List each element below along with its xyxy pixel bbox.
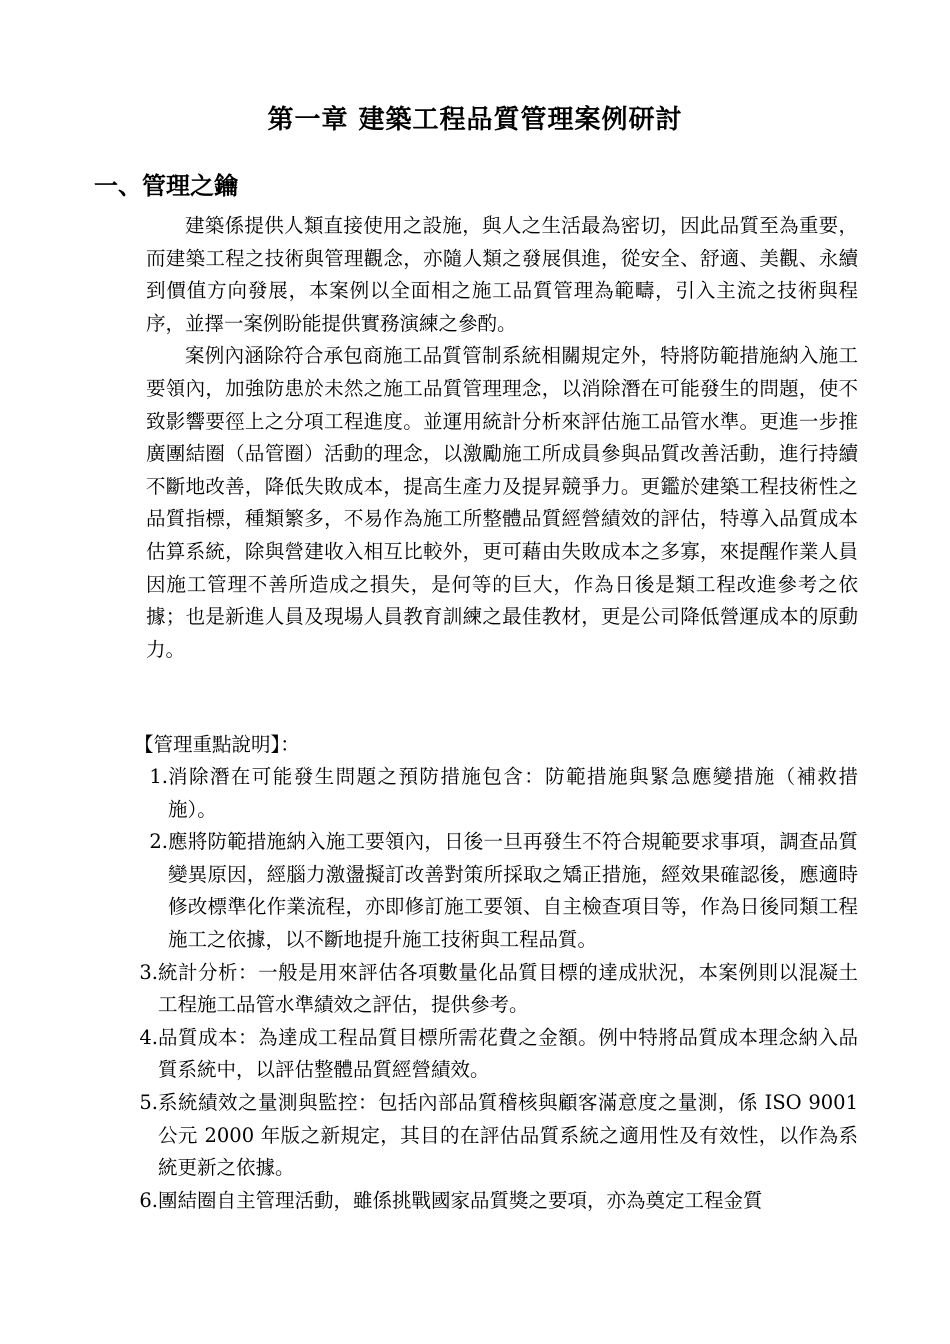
list-item — [130, 826, 862, 956]
body-text — [146, 210, 858, 666]
list-item-text: 消除潛在可能發生問題之預防措施包含：防範措施與緊急應變措施（補救措施）。 — [168, 765, 858, 821]
list-item-text: 系統績效之量測與監控：包括內部品質稽核與顧客滿意度之量測，係 ISO 9001 公元 2000 年版之新規定，其目的在評估品質系統之適用性及有效性，以作為系統更新之依據。 — [158, 1090, 858, 1180]
notes-label: 【管理重點說明】： — [134, 733, 300, 756]
section-heading: 一、管理之鑰 — [94, 171, 238, 200]
list-item — [130, 957, 862, 1022]
paragraph-1: 建築係提供人類直接使用之設施，與人之生活最為密切，因此品質至為重要，而建築工程之技術與管理觀念，亦隨人類之發展俱進，從安全、舒適、美觀、永續到價值方向發展，本案例以全面相之施工品質管理為範疇，引入主流之技術與程序，並擇一案例盼能提供實務演練之參酌。 — [146, 214, 858, 335]
list-item-text: 品質成本：為達成工程品質目標所需花費之金額。例中特將品質成本理念納入品質系統中，以評估整體品質經營績效。 — [158, 1025, 858, 1082]
chapter-title: 第一章 建築工程品質管理案例研討 — [267, 105, 683, 135]
list-item-number: 6. — [139, 1188, 158, 1212]
list-item — [130, 1185, 862, 1218]
list-item — [130, 1022, 862, 1087]
list-item — [130, 761, 862, 826]
notes-list — [130, 761, 862, 1217]
list-item-number: 5. — [139, 1090, 158, 1114]
list-item — [130, 1087, 862, 1185]
list-item-text: 應將防範措施納入施工要領內，日後一旦再發生不符合規範要求事項，調查品質變異原因，經腦力激盪擬訂改善對策所採取之矯正措施，經效果確認後，應適時修改標準化作業流程，亦即修訂施工要領、自主檢查項目等，作為日後同類工程施工之依據，以不斷地提升施工技術與工程品質。 — [168, 830, 858, 951]
paragraph-2: 案例內涵除符合承包商施工品質管制系統相關規定外，特將防範措施納入施工要領內，加強防患於未然之施工品質管理理念，以消除潛在可能發生的問題，使不致影響要徑上之分項工程進度。並運用統計分析來評估施工品管水準。更進一步推廣團結圈（品管圈）活動的理念，以激勵施工所成員參與品質改善活動，進行持續不斷地改善，降低失敗成本，提高生產力及提昇競爭力。更鑑於建築工程技術性之品質指標，種類繁多，不易作為施工所整體品質經營績效的評估，特導入品質成本估算系統，除與營建收入相互比較外，更可藉由失敗成本之多寡，來提醒作業人員因施工管理不善所造成之損失，是何等的巨大，作為日後是類工程改進參考之依據；也是新進人員及現場人員教育訓練之最佳教材，更是公司降低營運成本的原動力。 — [146, 344, 858, 661]
list-item-number: 1. — [149, 765, 168, 788]
list-item-text: 統計分析：一般是用來評估各項數量化品質目標的達成狀況，本案例則以混凝土工程施工品管水準績效之評估，提供參考。 — [158, 960, 858, 1017]
list-item-number: 4. — [139, 1025, 158, 1049]
list-item-text: 團結圈自主管理活動，雖係挑戰國家品質獎之要項，亦為奠定工程金質 — [158, 1188, 763, 1212]
list-item-number: 2. — [149, 830, 168, 854]
list-item-number: 3. — [139, 960, 158, 984]
